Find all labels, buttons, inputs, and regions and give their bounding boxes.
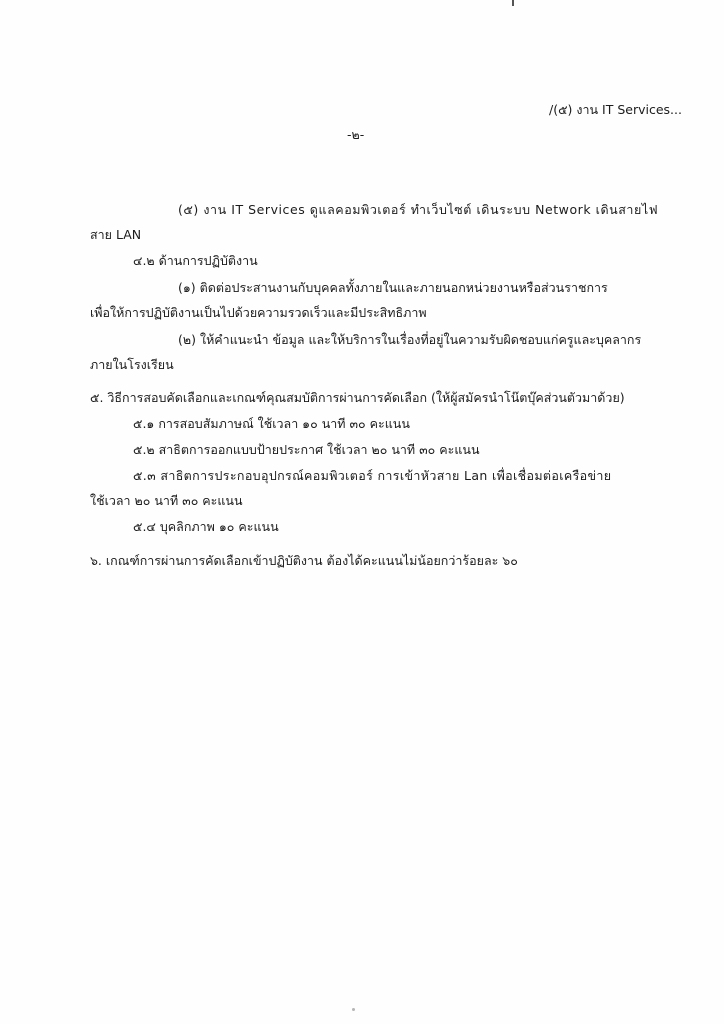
item5-line1: (๕) งาน IT Services ดูแลคอมพิวเตอร์ ทำเว็บไซต์ เดินระบบ Network เดินสายไฟ	[178, 202, 659, 217]
section5-item2: ๕.๒ สาธิตการออกแบบป้ายประกาศ ใช้เวลา ๒๐ นาที ๓๐ คะแนน	[133, 442, 480, 457]
section5-item4: ๕.๔ บุคลิกภาพ ๑๐ คะแนน	[133, 519, 279, 534]
section5-item3-line1: ๕.๓ สาธิตการประกอบอุปกรณ์คอมพิวเตอร์ การเข้าหัวสาย Lan เพื่อเชื่อมต่อเครือข่าย	[133, 468, 612, 483]
sub42-item2-line2: ภายในโรงเรียน	[90, 357, 174, 372]
section5-item1: ๕.๑ การสอบสัมภาษณ์ ใช้เวลา ๑๐ นาที ๓๐ คะแนน	[133, 416, 410, 431]
scan-speck	[352, 1008, 355, 1011]
section5-heading: ๕. วิธีการสอบคัดเลือกและเกณฑ์คุณสมบัติการผ่านการคัดเลือก (ให้ผู้สมัครนำโน๊ตบุ๊คส่วนตัวมาด้วย)	[90, 390, 625, 405]
item5-line2: สาย LAN	[90, 227, 142, 242]
section6-text: ๖. เกณฑ์การผ่านการคัดเลือกเข้าปฏิบัติงาน ต้องได้คะแนนไม่น้อยกว่าร้อยละ ๖๐	[90, 553, 518, 568]
sub42-item1-line1: (๑) ติดต่อประสานงานกับบุคคลทั้งภายในและภายนอกหน่วยงานหรือส่วนราชการ	[178, 280, 608, 295]
scan-mark	[512, 0, 514, 6]
section5-item3-line2: ใช้เวลา ๒๐ นาที ๓๐ คะแนน	[90, 493, 243, 508]
continuation-note: /(๕) งาน IT Services...	[549, 102, 682, 117]
page-number: -๒-	[347, 127, 365, 142]
sub42-item2-line1: (๒) ให้คำแนะนำ ข้อมูล และให้บริการในเรื่องที่อยู่ในความรับผิดชอบแก่ครูและบุคลากร	[178, 332, 642, 347]
sub42-heading: ๔.๒ ด้านการปฏิบัติงาน	[133, 253, 258, 268]
sub42-item1-line2: เพื่อให้การปฏิบัติงานเป็นไปด้วยความรวดเร็วและมีประสิทธิภาพ	[90, 305, 427, 320]
